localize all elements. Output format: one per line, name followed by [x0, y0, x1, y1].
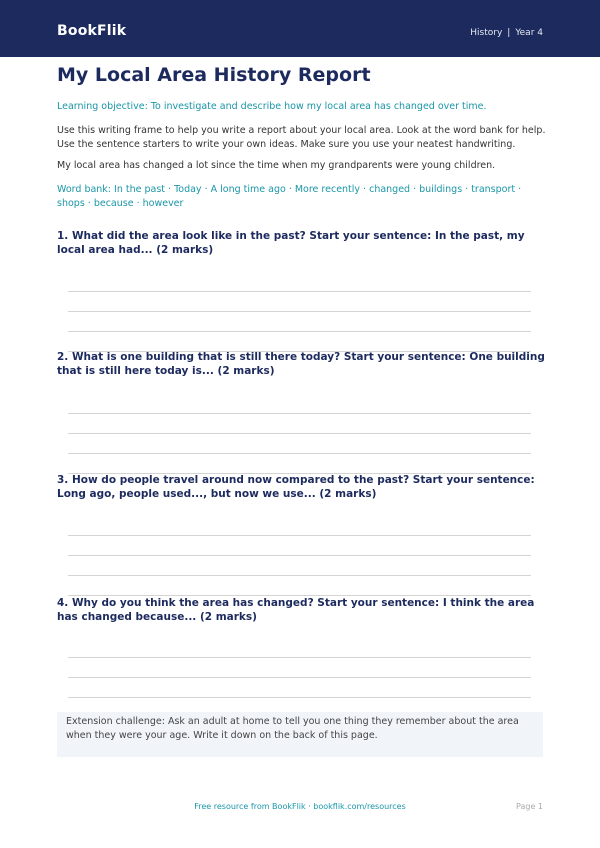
answer-line[interactable]: [68, 535, 531, 536]
question-1: 1. What did the area look like in the past? Start your sentence: In the past, my local area had... (2 marks): [57, 230, 525, 256]
page-number: Page 1: [516, 802, 543, 811]
answer-line[interactable]: [68, 331, 531, 332]
question-3: 3. How do people travel around now compared to the past? Start your sentence: Long ago, people used..., but now we use... (2 marks): [57, 474, 535, 500]
year-label: Year 4: [515, 28, 543, 38]
answer-line[interactable]: [68, 575, 531, 576]
intro-paragraph: Use this writing frame to help you write a report about your local area. Look at the word bank for help. Use the sentence starters to write your own ideas. Make sure you use your neatest handwriting.: [57, 125, 546, 150]
subject-breadcrumb: [470, 28, 543, 38]
header-banner: [0, 0, 600, 57]
answer-line[interactable]: [68, 453, 531, 454]
answer-line[interactable]: [68, 433, 531, 434]
question-2: 2. What is one building that is still there today? Start your sentence: One building that is still here today is... (2 marks): [57, 351, 545, 377]
subject-label: History: [470, 28, 503, 38]
answer-line[interactable]: [68, 677, 531, 678]
context-paragraph: My local area has changed a lot since the time when my grandparents were young children.: [57, 160, 496, 171]
brand-logo: BookFlik: [57, 23, 127, 39]
answer-line[interactable]: [68, 555, 531, 556]
answer-line[interactable]: [68, 311, 531, 312]
word-bank: Word bank: In the past · Today · A long time ago · More recently · changed · buildings · transport · shops · because · however: [57, 184, 522, 209]
extension-challenge: Extension challenge: Ask an adult at home to tell you one thing they remember about the area when they were your age. Write it down on the back of this page.: [57, 712, 543, 757]
question-4: 4. Why do you think the area has changed? Start your sentence: I think the area has changed because... (2 marks): [57, 597, 535, 623]
breadcrumb-separator: |: [507, 28, 511, 38]
answer-line[interactable]: [68, 697, 531, 698]
answer-line[interactable]: [68, 413, 531, 414]
footer-source: Free resource from BookFlik · bookflik.com/resources: [194, 802, 406, 811]
learning-objective: Learning objective: To investigate and describe how my local area has changed over time.: [57, 101, 487, 112]
page-title: My Local Area History Report: [57, 64, 371, 86]
answer-line[interactable]: [68, 291, 531, 292]
answer-line[interactable]: [68, 657, 531, 658]
